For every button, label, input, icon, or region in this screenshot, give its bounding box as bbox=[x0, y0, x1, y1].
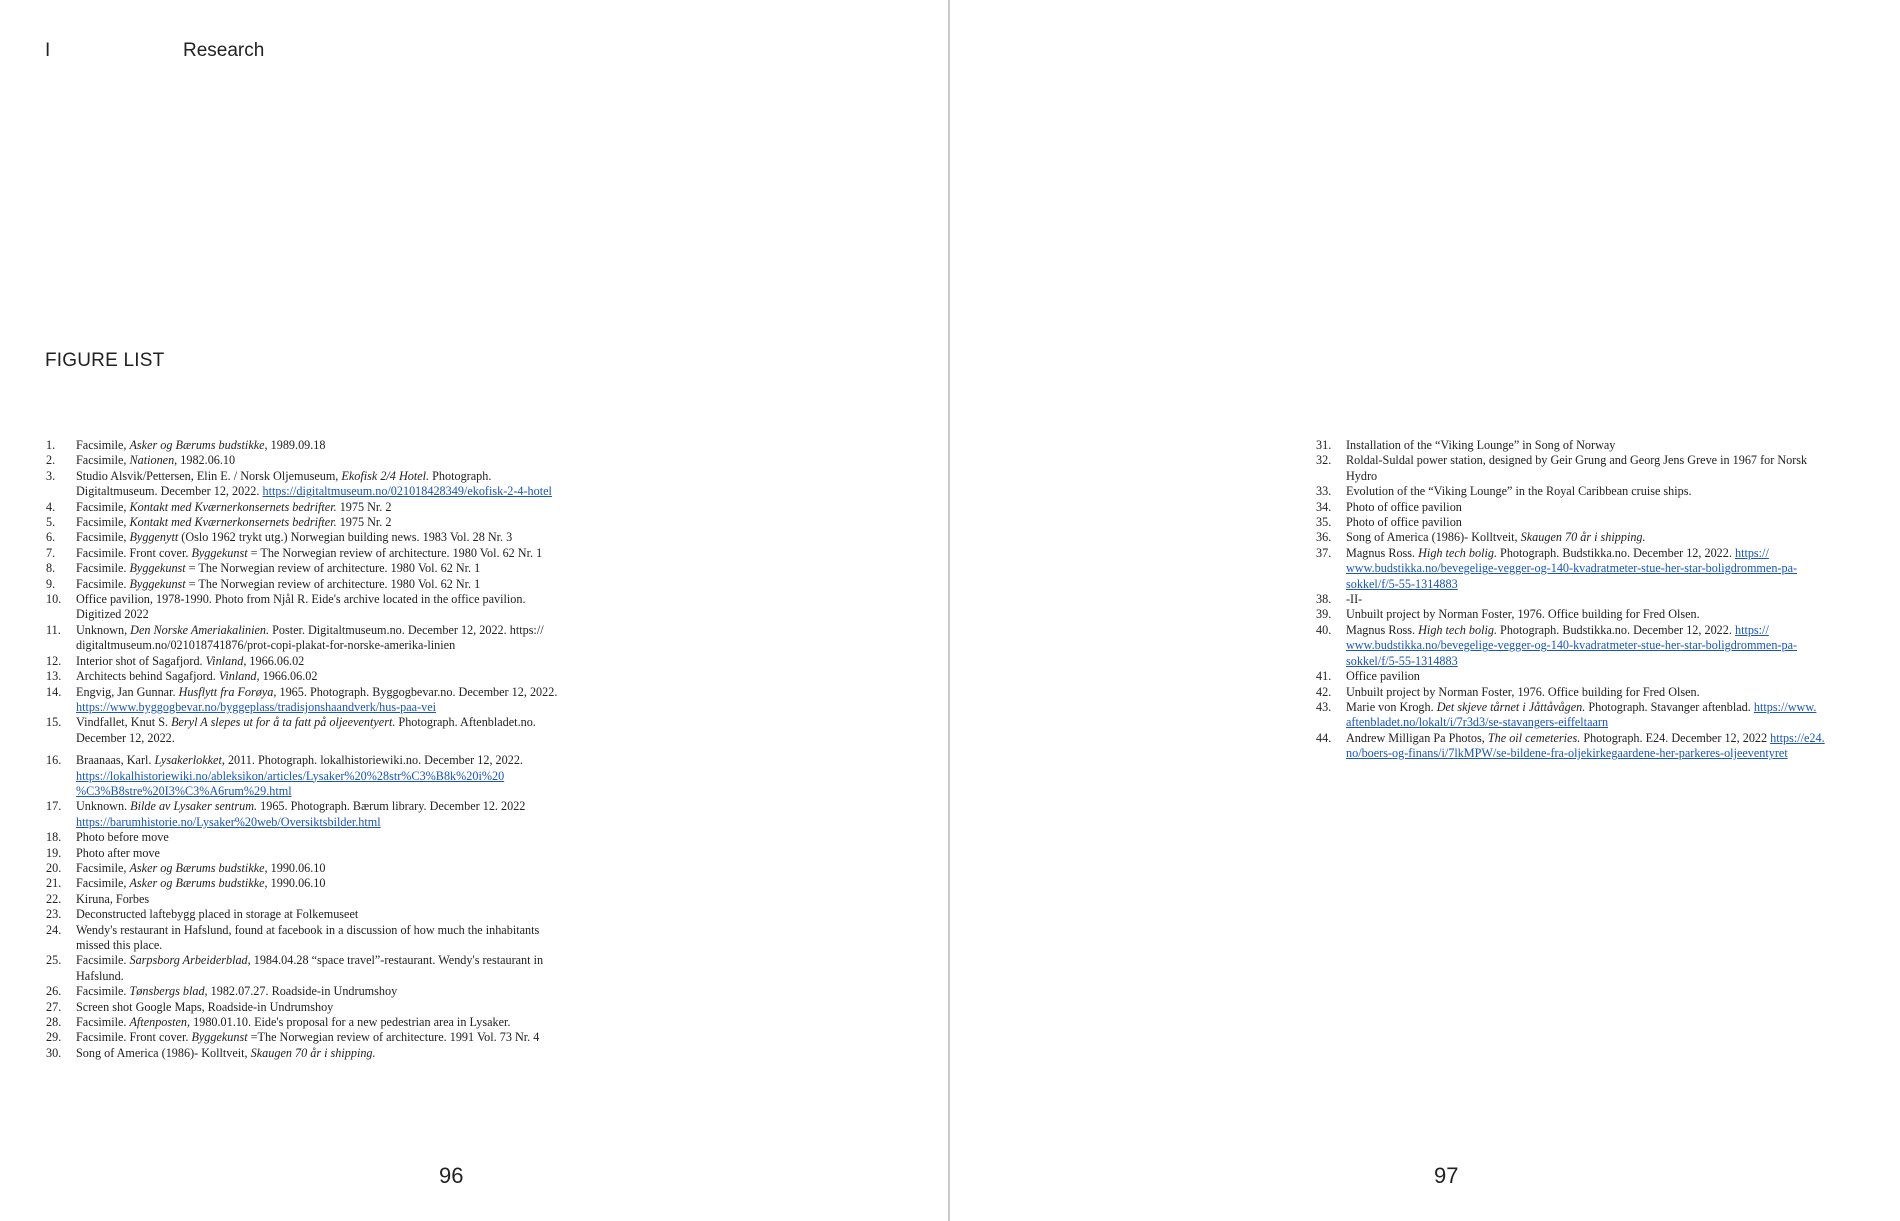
figure-caption-text: 1965. Photograph. Bærum library. December 12. 2022 bbox=[257, 799, 526, 814]
figure-title-italic: Byggekunst bbox=[191, 545, 248, 560]
figure-source-link[interactable]: https:// bbox=[1734, 622, 1769, 637]
figure-number: 36. bbox=[1316, 530, 1332, 545]
figure-caption-text: Photograph. Budstikka.no. December 12, 2022. bbox=[1497, 545, 1735, 560]
figure-caption-text: Digitaltmuseum. December 12, 2022. bbox=[76, 484, 263, 499]
figure-caption-text: Vindfallet, Knut S. bbox=[76, 715, 172, 730]
figure-title-italic: Kontakt med Kværnerkonsernets bedrifter. bbox=[129, 515, 337, 530]
figure-title-italic: Byggenytt bbox=[129, 530, 179, 545]
figure-source-link[interactable]: https://e24. bbox=[1770, 730, 1825, 745]
figure-number: 33. bbox=[1316, 484, 1332, 499]
figure-caption-text: Photograph. E24. December 12, 2022 bbox=[1580, 730, 1771, 745]
figure-item bbox=[1316, 515, 1856, 530]
figure-title-italic: Tønsbergs blad, bbox=[129, 984, 208, 999]
figure-number: 39. bbox=[1316, 607, 1332, 622]
figure-title-italic: The oil cemeteries. bbox=[1487, 730, 1581, 745]
figure-title-italic: Det skjeve tårnet i Jåttåvågen. bbox=[1436, 699, 1586, 714]
figure-caption-text: 1975 Nr. 2 bbox=[336, 515, 392, 530]
figure-caption-text: =The Norwegian review of architecture. 1991 Vol. 73 Nr. 4 bbox=[247, 1030, 540, 1045]
figure-number: 29. bbox=[46, 1030, 62, 1045]
figure-number: 10. bbox=[46, 592, 62, 607]
figure-number: 2. bbox=[46, 453, 56, 468]
figure-number: 23. bbox=[46, 907, 62, 922]
figure-source-link[interactable]: %C3%B8stre%20I3%C3%A6rum%29.html bbox=[76, 783, 292, 798]
figure-item bbox=[46, 669, 586, 684]
figure-item bbox=[46, 830, 586, 845]
figure-caption-text: missed this place. bbox=[76, 938, 163, 952]
figure-caption-text: -II- bbox=[1346, 592, 1363, 607]
figure-caption-text: Photo of office pavilion bbox=[1346, 515, 1462, 530]
figure-caption-text: Photograph. Budstikka.no. December 12, 2022. bbox=[1497, 622, 1735, 637]
figure-caption-text: Facsimile. bbox=[76, 576, 130, 591]
figure-item bbox=[46, 907, 586, 922]
figure-item bbox=[46, 984, 586, 999]
figure-caption-text: Office pavilion, 1978-1990. Photo from Njål R. Eide's archive located in the office pavilion. bbox=[76, 592, 526, 607]
figure-source-link[interactable]: https://barumhistorie.no/Lysaker%20web/Oversiktsbilder.html bbox=[76, 814, 381, 829]
page-number-right: 97 bbox=[1434, 1163, 1459, 1188]
figure-number: 27. bbox=[46, 999, 62, 1014]
figure-caption-text: 1980.01.10. Eide's proposal for a new pedestrian area in Lysaker. bbox=[190, 1015, 511, 1030]
figure-caption-text: Interior shot of Sagafjord. bbox=[76, 653, 206, 668]
figure-number: 7. bbox=[46, 545, 56, 560]
figure-caption-text: 1966.06.02 bbox=[259, 669, 318, 684]
book-spine bbox=[948, 0, 950, 1221]
figure-title-italic: Asker og Bærums budstikke, bbox=[129, 860, 268, 875]
figure-item bbox=[1316, 592, 1856, 607]
figure-item bbox=[1316, 731, 1856, 762]
figure-title-italic: Byggekunst bbox=[191, 1030, 248, 1045]
figure-item bbox=[1316, 438, 1856, 453]
figure-number: 41. bbox=[1316, 669, 1332, 684]
figure-item bbox=[1316, 669, 1856, 684]
figure-number: 1. bbox=[46, 438, 56, 452]
figure-item bbox=[46, 1046, 586, 1061]
figure-title-italic: Beryl A slepes ut for å ta fatt på oljeeventyert. bbox=[171, 715, 396, 730]
figure-title-italic: Skaugen 70 år i shipping. bbox=[1520, 530, 1646, 545]
figure-caption-text: Facsimile, bbox=[76, 530, 130, 545]
figure-caption-text: Installation of the “Viking Lounge” in Song of Norway bbox=[1346, 438, 1616, 452]
figure-source-link[interactable]: https://www. bbox=[1753, 699, 1817, 714]
figure-list-left bbox=[46, 438, 586, 1061]
figure-number: 22. bbox=[46, 891, 62, 906]
figure-caption-text: 1965. Photograph. Byggogbevar.no. December 12, 2022. bbox=[276, 684, 558, 699]
figure-title-italic: Nationen, bbox=[129, 453, 178, 468]
figure-number: 31. bbox=[1316, 438, 1332, 452]
figure-item bbox=[46, 453, 586, 468]
figure-source-link[interactable]: https://www.byggogbevar.no/byggeplass/tradisjonshaandverk/hus-paa-vei bbox=[76, 699, 437, 714]
chapter-numeral: I bbox=[45, 40, 51, 61]
figure-caption-text: Photograph. Aftenbladet.no. bbox=[395, 715, 536, 730]
figure-caption-text: Photo before move bbox=[76, 830, 169, 845]
figure-item bbox=[1316, 623, 1856, 669]
figure-title-italic: Asker og Bærums budstikke, bbox=[129, 438, 268, 452]
figure-number: 43. bbox=[1316, 699, 1332, 714]
figure-number: 19. bbox=[46, 845, 62, 860]
figure-title-italic: Lysakerlokket, bbox=[154, 753, 225, 768]
figure-item bbox=[46, 438, 586, 453]
figure-caption-text: Magnus Ross. bbox=[1346, 545, 1419, 560]
figure-number: 24. bbox=[46, 922, 62, 937]
figure-caption-text: Unknown. bbox=[76, 799, 131, 814]
figure-number: 25. bbox=[46, 953, 62, 968]
figure-item bbox=[46, 861, 586, 876]
figure-title-italic: Skaugen 70 år i shipping. bbox=[250, 1045, 376, 1060]
figure-number: 42. bbox=[1316, 684, 1332, 699]
figure-caption-text: Photo after move bbox=[76, 845, 160, 860]
figure-item bbox=[1316, 546, 1856, 592]
figure-item bbox=[1316, 607, 1856, 622]
figure-caption-text: Hydro bbox=[1346, 468, 1378, 483]
figure-item bbox=[46, 592, 586, 623]
figure-item bbox=[46, 923, 586, 954]
figure-item bbox=[46, 561, 586, 576]
figure-title-italic: Vinland, bbox=[218, 669, 260, 684]
figure-item bbox=[46, 546, 586, 561]
figure-caption-text: 1982.07.27. Roadside-in Undrumshoy bbox=[207, 984, 398, 999]
figure-item bbox=[46, 500, 586, 515]
figure-caption-text: Marie von Krogh. bbox=[1346, 699, 1437, 714]
figure-title-italic: Sarpsborg Arbeiderblad, bbox=[129, 953, 251, 968]
figure-title-italic: High tech bolig. bbox=[1418, 622, 1497, 637]
figure-number: 11. bbox=[46, 622, 61, 637]
figure-source-link[interactable]: www.budstikka.no/bevegelige-vegger-og-140-kvadratmeter-stue-her-star-boligdrommen-pa- bbox=[1346, 561, 1798, 576]
figure-item bbox=[46, 715, 586, 746]
figure-caption-text: Studio Alsvik/Pettersen, Elin E. / Norsk Oljemuseum, bbox=[76, 468, 342, 483]
figure-number: 40. bbox=[1316, 622, 1332, 637]
figure-title-italic: Aftenposten, bbox=[129, 1015, 191, 1030]
figure-item bbox=[1316, 530, 1856, 545]
figure-number: 16. bbox=[46, 753, 62, 768]
figure-caption-text: Facsimile. Front cover. bbox=[76, 545, 192, 560]
figure-number: 20. bbox=[46, 860, 62, 875]
figure-caption-text: Evolution of the “Viking Lounge” in the Royal Caribbean cruise ships. bbox=[1346, 484, 1692, 499]
figure-caption-text: Facsimile. bbox=[76, 1015, 130, 1030]
figure-number: 8. bbox=[46, 561, 56, 576]
figure-number: 13. bbox=[46, 669, 62, 684]
figure-item bbox=[1316, 484, 1856, 499]
figure-caption-text: Braanaas, Karl. bbox=[76, 753, 155, 768]
figure-title-italic: Den Norske Ameriakalinien. bbox=[130, 622, 270, 637]
figure-title-italic: Asker og Bærums budstikke, bbox=[129, 876, 268, 891]
figure-caption-text: digitaltmuseum.no/021018741876/prot-copi-plakat-for-norske-amerika-linien bbox=[76, 638, 456, 653]
figure-number: 14. bbox=[46, 684, 62, 699]
figure-number: 17. bbox=[46, 799, 62, 814]
figure-number: 30. bbox=[46, 1045, 62, 1060]
figure-caption-text: Song of America (1986)- Kolltveit, bbox=[76, 1045, 251, 1060]
figure-caption-text: Poster. Digitaltmuseum.no. December 12, 2022. https:// bbox=[269, 622, 544, 637]
figure-title-italic: Ekofisk 2/4 Hotel. bbox=[341, 468, 430, 483]
figure-number: 28. bbox=[46, 1015, 62, 1030]
figure-caption-text: Roldal-Suldal power station, designed by Geir Grung and Georg Jens Greve in 1967 for Norsk bbox=[1346, 453, 1808, 468]
figure-caption-text: = The Norwegian review of architecture. 1980 Vol. 62 Nr. 1 bbox=[185, 561, 481, 576]
figure-caption-text: Photo of office pavilion bbox=[1346, 499, 1462, 514]
figure-caption-text: 2011. Photograph. lokalhistoriewiki.no. December 12, 2022. bbox=[224, 753, 523, 768]
figure-caption-text: 1966.06.02 bbox=[246, 653, 305, 668]
figure-list-title: FIGURE LIST bbox=[45, 350, 165, 371]
figure-number: 21. bbox=[46, 876, 62, 891]
figure-source-link[interactable]: https://digitaltmuseum.no/021018428349/ekofisk-2-4-hotel bbox=[262, 484, 552, 499]
figure-caption-text: Architects behind Sagafjord. bbox=[76, 669, 219, 684]
figure-title-italic: Byggekunst bbox=[129, 561, 186, 576]
figure-number: 37. bbox=[1316, 545, 1332, 560]
figure-caption-text: Deconstructed laftebygg placed in storage at Folkemuseet bbox=[76, 907, 359, 922]
figure-item bbox=[46, 530, 586, 545]
figure-item bbox=[46, 1030, 586, 1045]
figure-caption-text: Song of America (1986)- Kolltveit, bbox=[1346, 530, 1521, 545]
figure-number: 38. bbox=[1316, 592, 1332, 607]
figure-item bbox=[46, 876, 586, 891]
figure-caption-text: Unbuilt project by Norman Foster, 1976. Office building for Fred Olsen. bbox=[1346, 607, 1700, 622]
figure-caption-text: 1990.06.10 bbox=[267, 876, 326, 891]
figure-number: 4. bbox=[46, 499, 56, 514]
figure-source-link[interactable]: https://lokalhistoriewiki.no/ableksikon/articles/Lysaker%20%28str%C3%B8k%20i%20 bbox=[76, 768, 505, 783]
figure-caption-text: 1989.09.18 bbox=[267, 438, 326, 452]
figure-caption-text: Facsimile, bbox=[76, 453, 130, 468]
figure-caption-text: = The Norwegian review of architecture. 1980 Vol. 62 Nr. 1 bbox=[185, 576, 481, 591]
figure-caption-text: 1982.06.10 bbox=[177, 453, 236, 468]
figure-number: 3. bbox=[46, 468, 56, 483]
figure-number: 18. bbox=[46, 830, 62, 845]
figure-number: 12. bbox=[46, 653, 62, 668]
figure-title-italic: Byggekunst bbox=[129, 576, 186, 591]
section-title: Research bbox=[183, 40, 265, 61]
figure-source-link[interactable]: sokkel/f/5-55-1314883 bbox=[1346, 576, 1458, 591]
figure-item bbox=[1316, 500, 1856, 515]
figure-item bbox=[46, 1015, 586, 1030]
figure-number: 34. bbox=[1316, 499, 1332, 514]
figure-number: 44. bbox=[1316, 730, 1332, 745]
figure-source-link[interactable]: www.budstikka.no/bevegelige-vegger-og-140-kvadratmeter-stue-her-star-boligdrommen-pa- bbox=[1346, 638, 1798, 653]
figure-number: 6. bbox=[46, 530, 56, 545]
figure-source-link[interactable]: aftenbladet.no/lokalt/i/7r3d3/se-stavangers-eiffeltaarn bbox=[1346, 715, 1609, 730]
figure-source-link[interactable]: https:// bbox=[1734, 545, 1769, 560]
figure-caption-text: Wendy's restaurant in Hafslund, found at facebook in a discussion of how much the inhabitants bbox=[76, 922, 540, 937]
figure-item bbox=[46, 623, 586, 654]
figure-number: 15. bbox=[46, 715, 62, 730]
figure-title-italic: Vinland, bbox=[205, 653, 247, 668]
figure-item bbox=[46, 753, 586, 799]
figure-caption-text: 1984.04.28 “space travel”-restaurant. Wendy's restaurant in bbox=[250, 953, 544, 968]
figure-item bbox=[46, 953, 586, 984]
figure-item bbox=[1316, 453, 1856, 484]
figure-caption-text: Magnus Ross. bbox=[1346, 622, 1419, 637]
figure-caption-text: Andrew Milligan Pa Photos, bbox=[1346, 730, 1488, 745]
figure-caption-text: = The Norwegian review of architecture. 1980 Vol. 62 Nr. 1 bbox=[247, 545, 543, 560]
figure-item bbox=[46, 892, 586, 907]
figure-item bbox=[46, 1000, 586, 1015]
figure-caption-text: Unbuilt project by Norman Foster, 1976. Office building for Fred Olsen. bbox=[1346, 684, 1700, 699]
figure-item bbox=[46, 515, 586, 530]
figure-item bbox=[46, 469, 586, 500]
figure-title-italic: High tech bolig. bbox=[1418, 545, 1497, 560]
figure-item bbox=[46, 654, 586, 669]
left-page bbox=[0, 0, 948, 1221]
figure-caption-text: Photograph. bbox=[429, 468, 492, 483]
page-number-left: 96 bbox=[439, 1163, 464, 1188]
figure-caption-text: Photograph. Stavanger aftenblad. bbox=[1585, 699, 1754, 714]
figure-caption-text: Facsimile. bbox=[76, 953, 130, 968]
figure-caption-text: (Oslo 1962 trykt utg.) Norwegian building news. 1983 Vol. 28 Nr. 3 bbox=[178, 530, 513, 545]
figure-list-right bbox=[1316, 438, 1856, 762]
figure-number: 35. bbox=[1316, 515, 1332, 530]
figure-number: 26. bbox=[46, 984, 62, 999]
figure-caption-text: December 12, 2022. bbox=[76, 730, 175, 745]
figure-caption-text: Hafslund. bbox=[76, 968, 124, 983]
figure-caption-text: Digitized 2022 bbox=[76, 607, 149, 622]
figure-number: 5. bbox=[46, 515, 56, 530]
right-page bbox=[951, 0, 1900, 1221]
figure-caption-text: Facsimile. bbox=[76, 984, 130, 999]
figure-caption-text: Facsimile, bbox=[76, 438, 130, 452]
figure-item bbox=[46, 577, 586, 592]
figure-caption-text: 1975 Nr. 2 bbox=[336, 499, 392, 514]
figure-caption-text: Facsimile. bbox=[76, 561, 130, 576]
figure-caption-text: Office pavilion bbox=[1346, 669, 1420, 684]
figure-source-link[interactable]: no/boers-og-finans/i/7lkMPW/se-bildene-fra-oljekirkegaardene-her-parkeres-oljeeventyret bbox=[1346, 746, 1788, 761]
figure-item bbox=[1316, 700, 1856, 731]
figure-caption-text: 1990.06.10 bbox=[267, 860, 326, 875]
figure-number: 32. bbox=[1316, 453, 1332, 468]
figure-caption-text: Screen shot Google Maps, Roadside-in Undrumshoy bbox=[76, 999, 334, 1014]
figure-title-italic: Husflytt fra Forøya, bbox=[178, 684, 277, 699]
figure-source-link[interactable]: sokkel/f/5-55-1314883 bbox=[1346, 653, 1458, 668]
figure-number: 9. bbox=[46, 576, 56, 591]
figure-caption-text: Facsimile, bbox=[76, 860, 130, 875]
figure-item bbox=[46, 846, 586, 861]
figure-caption-text: Kiruna, Forbes bbox=[76, 891, 150, 906]
figure-caption-text: Facsimile. Front cover. bbox=[76, 1030, 192, 1045]
figure-item bbox=[1316, 685, 1856, 700]
figure-item bbox=[46, 799, 586, 830]
figure-title-italic: Kontakt med Kværnerkonsernets bedrifter. bbox=[129, 499, 337, 514]
figure-caption-text: Facsimile, bbox=[76, 876, 130, 891]
figure-item bbox=[46, 685, 586, 716]
figure-caption-text: Engvig, Jan Gunnar. bbox=[76, 684, 179, 699]
figure-title-italic: Bilde av Lysaker sentrum. bbox=[130, 799, 258, 814]
figure-caption-text: Unknown, bbox=[76, 622, 131, 637]
figure-caption-text: Facsimile, bbox=[76, 515, 130, 530]
figure-caption-text: Facsimile, bbox=[76, 499, 130, 514]
